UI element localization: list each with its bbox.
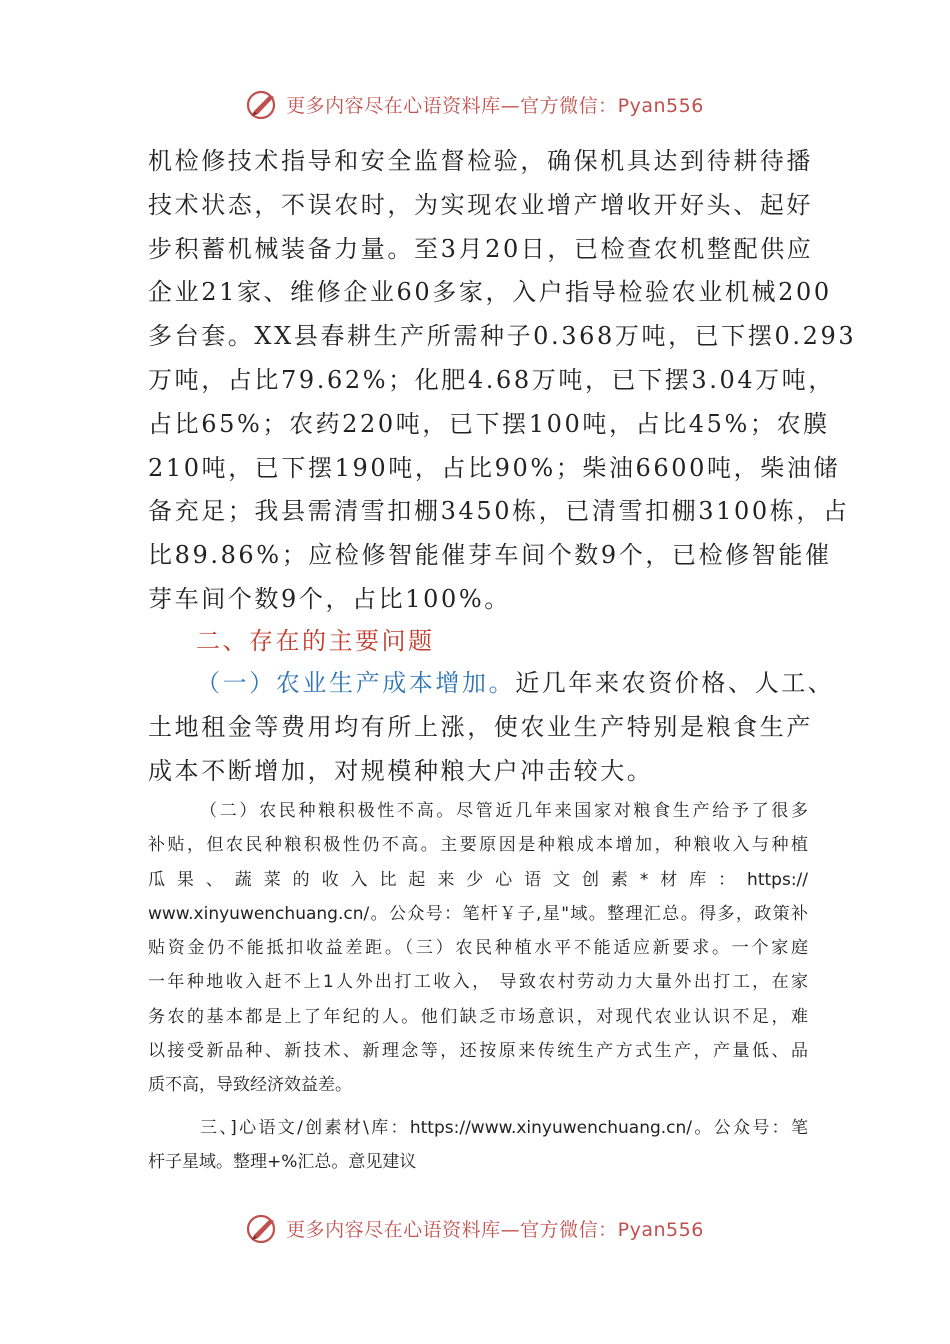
text-line: 占比65%；农药220吨，已下摆100吨，占比45%；农膜	[148, 409, 830, 438]
text-line: 万吨，占比79.62%；化肥4.68万吨，已下摆3.04万吨，	[148, 365, 835, 394]
text-line: （二）农民种粮积极性不高。尽管近几年来国家对粮食生产给予了很多	[200, 801, 808, 821]
text-line: 瓜果、蔬菜的收入比起来少心语文创素*材库：https://	[148, 869, 808, 890]
text-line: 企业21家、维修企业60多家，入户指导检验农业机械200	[148, 278, 832, 307]
subsection-1	[148, 662, 835, 793]
section-heading: 二、存在的主要问题	[196, 627, 435, 655]
small-text-block	[148, 794, 808, 1179]
text-line: 步积蓄机械装备力量。至3月20日，已检查农机整配供应	[148, 234, 814, 263]
text-line: 务农的基本都是上了年纪的人。他们缺乏市场意识，对现代农业认识不足，难	[148, 1006, 808, 1027]
text-line: 备充足；我县需清雪扣棚3450栋，已清雪扣棚3100栋，占	[148, 497, 850, 526]
text-line: 机检修技术指导和安全监督检验，确保机具达到待耕待播	[148, 147, 813, 175]
text-line: 土地租金等费用均有所上涨，使农业生产特别是粮食生产	[148, 712, 813, 741]
text-line: 质不高，导致经济效益差。	[148, 1075, 352, 1096]
text-line: 芽车间个数9个，占比100%。	[148, 584, 511, 613]
banner-text: 更多内容尽在心语资料库—官方微信：Pyan556	[286, 1218, 704, 1241]
text-line: 一年种地收入赶不上1人外出打工收入， 导致农村劳动力大量外出打工，在家	[148, 972, 808, 993]
text-line: 杆子星域。整理+%汇总。意见建议	[148, 1151, 417, 1172]
text-line: 补贴，但农民种粮积极性仍不高。主要原因是种粮成本增加，种粮收入与种植	[148, 835, 808, 856]
text-line: 技术状态，不误农时，为实现农业增产增收开好头、起好	[148, 190, 813, 219]
subsection-text: 近几年来农资价格、人工、	[515, 669, 835, 697]
banner-text: 更多内容尽在心语资料库—官方微信：Pyan556	[286, 94, 704, 117]
subsection-first-line	[148, 662, 835, 706]
text-line: 比89.86%；应检修智能催芽车间个数9个，已检修智能催	[148, 541, 832, 570]
subsection-title: （一）农业生产成本增加。	[196, 669, 516, 697]
text-line: 多台套。XX县春耕生产所需种子0.368万吨，已下摆0.293	[148, 322, 857, 351]
pen-logo-icon	[246, 1211, 280, 1245]
text-line: www.xinyuwenchuang.cn/。公众号：笔杆￥子,星"域。整理汇总。得多，政策补	[148, 903, 808, 924]
pen-logo-icon	[246, 87, 280, 121]
text-line: 贴资金仍不能抵扣收益差距。（三）农民种植水平不能适应新要求。一个家庭	[148, 938, 808, 959]
text-line: 以接受新品种、新技术、新理念等，还按原来传统生产方式生产，产量低、品	[148, 1041, 808, 1062]
header-banner	[0, 84, 950, 124]
footer-banner	[0, 1208, 950, 1248]
text-line: 210吨，已下摆190吨，占比90%；柴油6600吨，柴油储	[148, 453, 841, 482]
text-line: 成本不断增加，对规模种粮大户冲击较大。	[148, 756, 654, 785]
paragraph-continued	[148, 140, 857, 622]
text-line: 三、]心语文/创素材\库：https://www.xinyuwenchuang.cn/。公众号：笔	[200, 1117, 808, 1138]
